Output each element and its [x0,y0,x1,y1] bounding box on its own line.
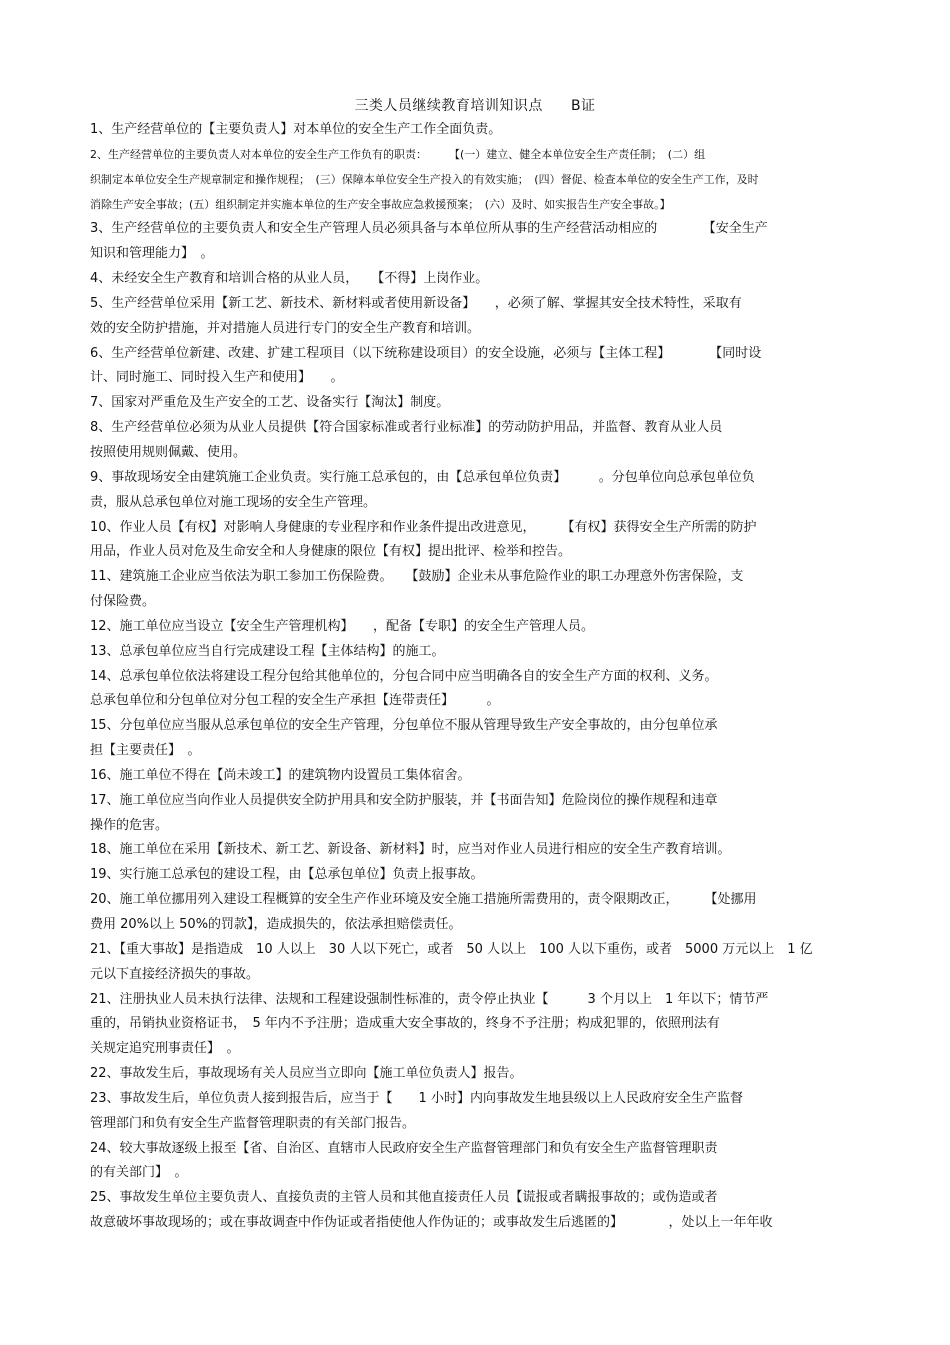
text-line: 8、生产经营单位必须为从业人员提供【符合国家标准或者行业标准】的劳动防护用品，并监督、教育从业人员 [90,420,723,436]
text-line: 元以下直接经济损失的事故。 [90,966,260,982]
text-line: 23、事故发生后，单位负责人接到报告后，应当于【 1 小时】内向事故发生地县级以上人民政府安全生产监督 [90,1090,743,1106]
text-line: 担【主要责任】 。 [90,743,201,759]
text-line: 织制定本单位安全生产规章制定和操作规程； (三）保障本单位安全生产投入的有效实施； (四）督促、检查本单位的安全生产工作，及时 [90,172,759,186]
text-line: 22、事故发生后，事故现场有关人员应当立即向【施工单位负责人】报告。 [90,1066,523,1082]
document-title [0,95,950,115]
text-line: 13、总承包单位应当自行完成建设工程【主体结构】的施工。 [90,643,445,659]
text-line: 7、国家对严重危及生产安全的工艺、设备实行【淘汰】制度。 [90,395,450,411]
text-line: 21、【重大事故】是指造成 10 人以上 30 人以下死亡，或者 50 人以上 100 人以下重伤，或者 5000 万元以上 1 亿 [90,941,813,957]
title-main: 三类人员继续教育培训知识点 [354,98,543,114]
text-line: 计、同时施工、同时投入生产和使用】 。 [90,370,344,386]
text-line: 11、建筑施工企业应当依法为职工参加工伤保险费。 【鼓励】企业未从事危险作业的职工办理意外伤害保险，支 [90,569,744,585]
text-line: 19、实行施工总承包的建设工程，由【总承包单位】负责上报事故。 [90,867,484,883]
text-line: 5、生产经营单位采用【新工艺、新技术、新材料或者使用新设备】 ，必须了解、掌握其安全技术特性，采取有 [90,295,742,311]
text-line: 总承包单位和分包单位对分包工程的安全生产承担【连带责任】 。 [90,693,500,709]
title-suffix: B证 [570,98,596,114]
text-line: 关规定追究刑事责任】 。 [90,1041,240,1057]
text-line: 2、生产经营单位的主要负责人对本单位的安全生产工作负有的职责： 【(一）建立、健全本单位安全生产责任制； (二）组 [90,147,706,161]
text-line: 16、施工单位不得在【尚未竣工】的建筑物内设置员工集体宿舍。 [90,767,471,783]
text-line: 按照使用规则佩戴、使用。 [90,444,247,460]
text-line: 重的，吊销执业资格证书， 5 年内不予注册；造成重大安全事故的，终身不予注册；构成犯罪的，依照刑法有 [90,1016,720,1032]
text-line: 用品，作业人员对危及生命安全和人身健康的限位【有权】提出批评、检举和控告。 [90,544,572,560]
text-line: 6、生产经营单位新建、改建、扩建工程项目（以下统称建设项目）的安全设施，必须与【主体工程】 【同时设 [90,345,762,361]
text-line: 管理部门和负有安全生产监督管理职责的有关部门报告。 [90,1115,416,1131]
text-line: 21、注册执业人员未执行法律、法规和工程建设强制性标准的，责令停止执业【 3 个月以上 1 年以下；情节严 [90,991,769,1007]
text-line: 操作的危害。 [90,817,169,833]
text-line: 14、总承包单位依法将建设工程分包给其他单位的，分包合同中应当明确各自的安全生产方面的权利、义务。 [90,668,718,684]
text-line: 9、事故现场安全由建筑施工企业负责。实行施工总承包的，由【总承包单位负责】 。分包单位向总承包单位负 [90,469,755,485]
text-line: 的有关部门】 。 [90,1165,188,1181]
document-body [90,118,860,1236]
text-line: 24、较大事故逐级上报至【省、自治区、直辖市人民政府安全生产监督管理部门和负有安全生产监督管理职责 [90,1140,718,1156]
text-line: 25、事故发生单位主要负责人、直接负责的主管人员和其他直接责任人员【谎报或者瞒报事故的；或伪造或者 [90,1190,718,1206]
text-line: 责，服从总承包单位对施工现场的安全生产管理。 [90,494,377,510]
text-line: 12、施工单位应当设立【安全生产管理机构】 ，配备【专职】的安全生产管理人员。 [90,618,595,634]
text-line: 3、生产经营单位的主要负责人和安全生产管理人员必须具备与本单位所从事的生产经营活动相应的 【安全生产 [90,221,768,237]
text-line: 付保险费。 [90,594,156,610]
text-line: 1、生产经营单位的【主要负责人】对本单位的安全生产工作全面负责。 [90,122,502,137]
text-line: 故意破坏事故现场的；或在事故调查中作伪证或者指使他人作伪证的；或事故发生后逃匿的】 ，处以上一年年收 [90,1215,773,1231]
text-line: 费用 20%以上 50%的罚款】，造成损失的，依法承担赔偿责任。 [90,917,462,932]
text-line: 4、未经安全生产教育和培训合格的从业人员， 【不得】上岗作业。 [90,271,489,287]
text-line: 18、施工单位在采用【新技术、新工艺、新设备、新材料】时，应当对作业人员进行相应的安全生产教育培训。 [90,842,731,858]
text-line: 10、作业人员【有权】对影响人身健康的专业程序和作业条件提出改进意见， 【有权】获得安全生产所需的防护 [90,519,757,535]
text-line: 效的安全防护措施，并对措施人员进行专门的安全生产教育和培训。 [90,320,481,336]
text-line: 知识和管理能力】 。 [90,246,214,262]
text-line: 15、分包单位应当服从总承包单位的安全生产管理，分包单位不服从管理导致生产安全事故的，由分包单位承 [90,718,718,734]
text-line: 17、施工单位应当向作业人员提供安全防护用具和安全防护服装，并【书面告知】危险岗位的操作规程和违章 [90,792,718,808]
text-line: 消除生产安全事故；(五）组织制定并实施本单位的生产安全事故应急救援预案； (六）及时、如实报告生产安全事故。】 [90,197,671,211]
text-line: 20、施工单位挪用列入建设工程概算的安全生产作业环境及安全施工措施所需费用的，责令限期改正， 【处挪用 [90,892,757,908]
